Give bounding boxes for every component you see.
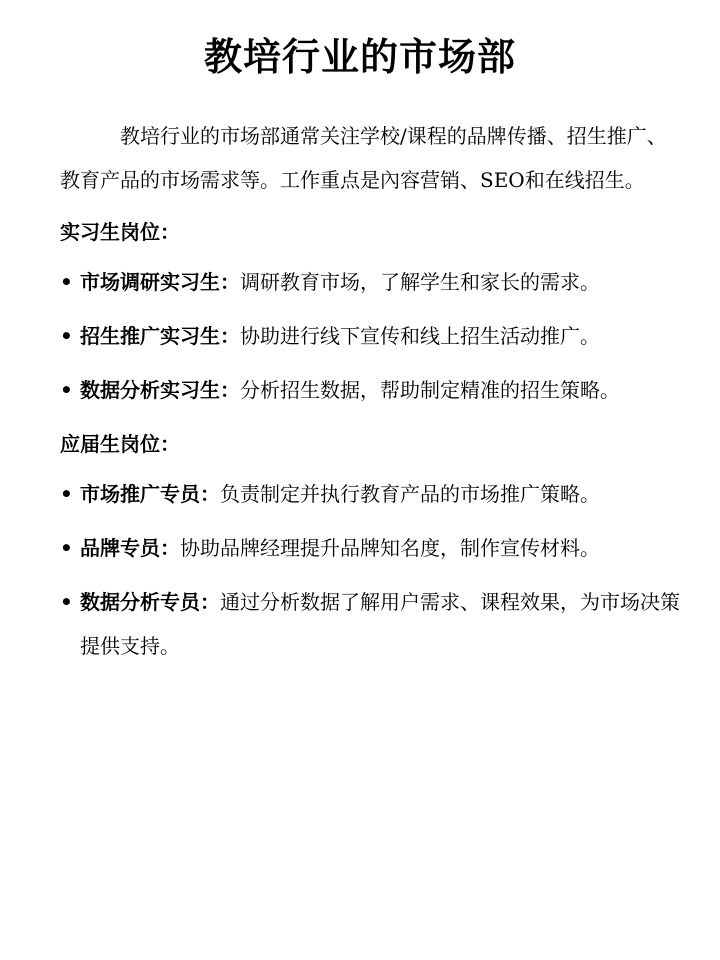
role-description: 分析招生数据，帮助制定精准的招生策略。: [240, 378, 620, 402]
bullet-icon: •: [60, 590, 73, 614]
role-description: 负责制定并执行教育产品的市场推广策略。: [220, 482, 600, 506]
intern-role-list: [60, 260, 680, 412]
list-item: [60, 314, 680, 358]
list-item: [60, 472, 680, 516]
intro-paragraph: 教培行业的市场部通常关注学校/课程的品牌传播、招生推广、教育产品的市场需求等。工作重点是內容营销、SEO和在线招生。: [60, 124, 667, 192]
list-item: [60, 526, 680, 570]
graduate-role-list: [60, 472, 680, 668]
role-name: 品牌专员：: [80, 536, 180, 560]
bullet-icon: •: [60, 324, 73, 348]
list-item: [60, 580, 680, 668]
graduate-section-heading: 应届生岗位：: [60, 432, 180, 456]
role-name: 招生推广实习生：: [80, 324, 240, 348]
bullet-icon: •: [60, 270, 73, 294]
role-description: 协助进行线下宣传和线上招生活动推广。: [240, 324, 600, 348]
role-name: 数据分析专员：: [80, 590, 220, 614]
role-description: 协助品牌经理提升品牌知名度，制作宣传材料。: [180, 536, 600, 560]
role-description: 调研教育市场，了解学生和家长的需求。: [240, 270, 600, 294]
bullet-icon: •: [60, 482, 73, 506]
page-title: 教培行业的市场部: [203, 34, 516, 79]
role-name: 市场推广专员：: [80, 482, 220, 506]
list-item: [60, 368, 680, 412]
list-item: [60, 260, 680, 304]
role-name: 数据分析实习生：: [80, 378, 240, 402]
bullet-icon: •: [60, 536, 73, 560]
role-description: 通过分析数据了解用户需求、课程效果，为市场决策提供支持。: [80, 590, 680, 658]
intern-section-heading: 实习生岗位：: [60, 220, 180, 244]
role-name: 市场调研实习生：: [80, 270, 240, 294]
bullet-icon: •: [60, 378, 73, 402]
